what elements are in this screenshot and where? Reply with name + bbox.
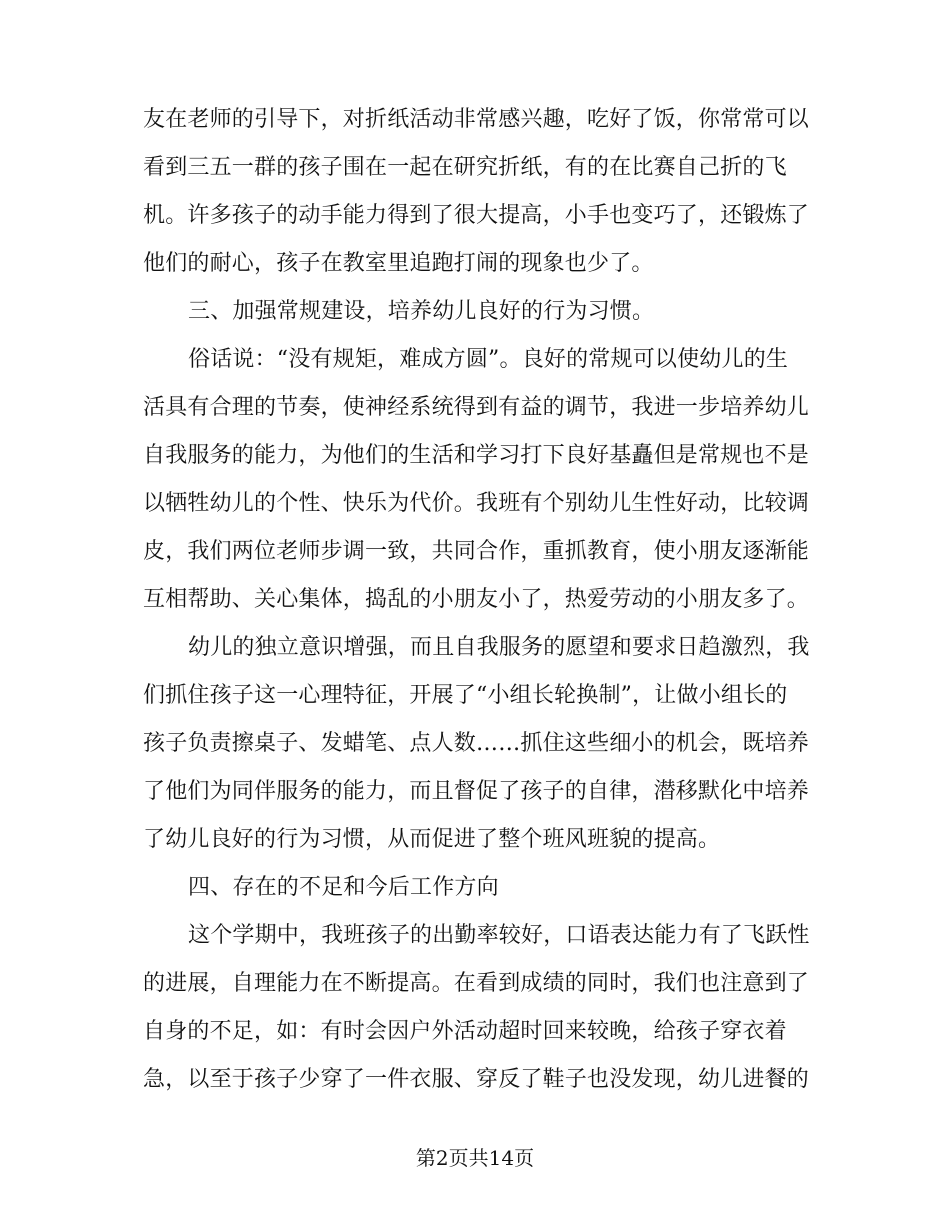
body-text-line: 自我服务的能力，为他们的生活和学习打下良好基矗但是常规也不是 bbox=[143, 443, 810, 468]
body-text-line: 互相帮助、关心集体，捣乱的小朋友小了，热爱劳动的小朋友多了。 bbox=[143, 587, 810, 612]
section-heading: 三、加强常规建设，培养幼儿良好的行为习惯。 bbox=[188, 299, 655, 324]
body-text-line: 了他们为同伴服务的能力，而且督促了孩子的自律，潜移默化中培养 bbox=[143, 779, 810, 804]
body-text-line: 皮，我们两位老师步调一致，共同合作，重抓教育，使小朋友逐渐能 bbox=[143, 539, 810, 564]
body-text-line: 友在老师的引导下，对折纸活动非常感兴趣，吃好了饭，你常常可以 bbox=[143, 107, 810, 132]
body-text-line: 们抓住孩子这一心理特征，开展了“小组长轮换制”，让做小组长的 bbox=[143, 683, 788, 708]
body-text-line: 的进展，自理能力在不断提高。在看到成绩的同时，我们也注意到了 bbox=[143, 971, 810, 996]
body-text-line: 活具有合理的节奏，使神经系统得到有益的调节，我进一步培养幼儿 bbox=[143, 395, 810, 420]
page-number-footer: 第2页共14页 bbox=[415, 1146, 535, 1170]
body-text-line: 机。许多孩子的动手能力得到了很大提高，小手也变巧了，还锻炼了 bbox=[143, 203, 810, 228]
body-text-line: 他们的耐心，孩子在教室里追跑打闹的现象也少了。 bbox=[143, 251, 654, 276]
body-text-line: 看到三五一群的孩子围在一起在研究折纸，有的在比赛自己折的飞 bbox=[143, 155, 787, 180]
paragraph-first-line: 俗话说：“没有规矩，难成方圆”。良好的常规可以使幼儿的生 bbox=[188, 347, 789, 372]
paragraph-first-line: 幼儿的独立意识增强，而且自我服务的愿望和要求日趋激烈，我 bbox=[188, 635, 810, 660]
paragraph-first-line: 这个学期中，我班孩子的出勤率较好，口语表达能力有了飞跃性 bbox=[188, 923, 810, 948]
section-heading: 四、存在的不足和今后工作方向 bbox=[188, 875, 499, 900]
body-text-line: 孩子负责擦桌子、发蜡笔、点人数……抓住这些细小的机会，既培养 bbox=[143, 731, 810, 756]
body-text-line: 急，以至于孩子少穿了一件衣服、穿反了鞋子也没发现，幼儿进餐的 bbox=[143, 1067, 810, 1092]
body-text-line: 自身的不足，如：有时会因户外活动超时回来较晚，给孩子穿衣着 bbox=[143, 1019, 787, 1044]
body-text-line: 以牺牲幼儿的个性、快乐为代价。我班有个别幼儿生性好动，比较调 bbox=[143, 491, 810, 516]
body-text-line: 了幼儿良好的行为习惯，从而促进了整个班风班貌的提高。 bbox=[143, 827, 721, 852]
